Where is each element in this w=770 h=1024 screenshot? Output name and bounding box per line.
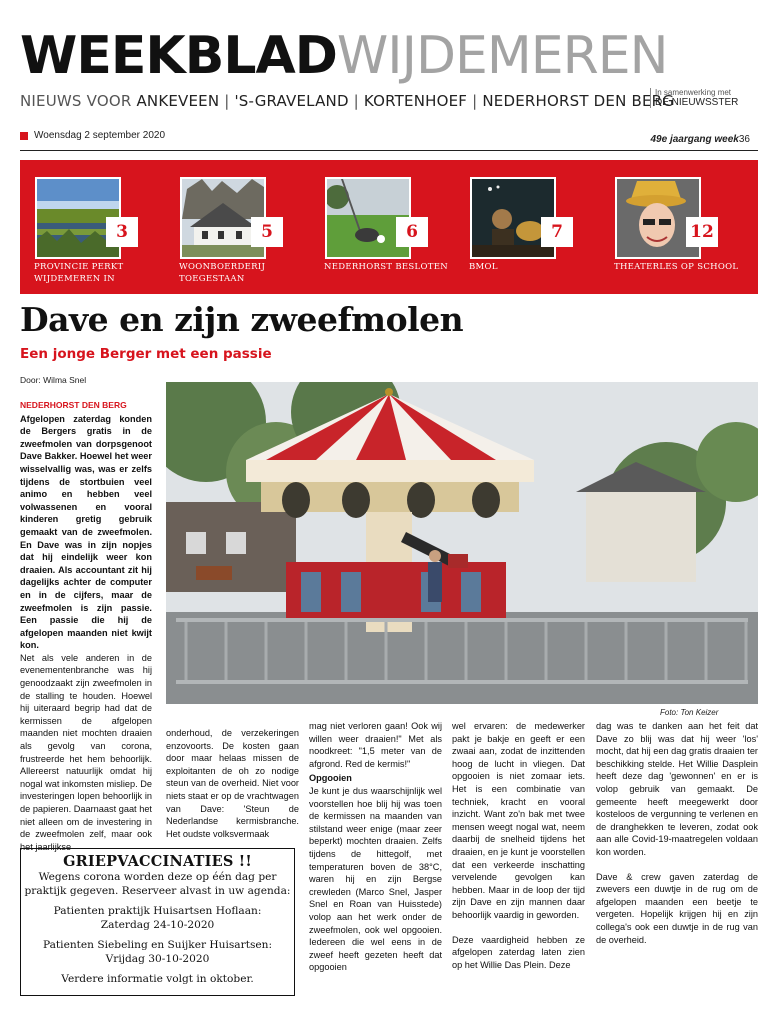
- advertisement-griepvaccinaties: [20, 848, 295, 996]
- teaser-item[interactable]: [614, 177, 744, 294]
- partner-line1: In samenwerking met: [655, 88, 732, 97]
- issue-date: [20, 130, 165, 141]
- issue-date-text: Woensdag 2 september 2020: [34, 130, 166, 141]
- article-column-5: [596, 720, 758, 946]
- article-body: dag was te danken aan het feit dat Dave zo blij was dat hij weer 'los' mocht, dat hij een dag gratis draaien ter beschikking stelde. Het Willie Dasplein heeft deze dag 'gewonnen' en er is volop gebruik van gemaakt. De gemeente heeft meegewerkt door kosteloos de vergunning te verlenen en de dranghekken te leveren, zodat ook aan alle Covid-19-maatregelen voldaan kon worden.: [596, 721, 758, 857]
- ad-group2-date: Vrijdag 30-10-2020: [105, 953, 210, 965]
- ad-footer: Verdere informatie volgt in oktober.: [61, 973, 254, 985]
- ad-intro-line1: Wegens corona worden deze op één dag per: [38, 871, 277, 883]
- ad-group1-title: Patienten praktijk Huisartsen Hoflaan:: [53, 905, 262, 917]
- red-square-icon: [20, 132, 28, 140]
- article-column-1: [20, 399, 152, 853]
- article-column-3: [309, 720, 442, 974]
- teaser-label: BMOL: [469, 262, 498, 272]
- teaser-page-number: 3: [106, 217, 138, 247]
- masthead-word-wijdemeren: WIJDEMEREN: [336, 26, 668, 86]
- article-body: Je kunt je dus waarschijnlijk wel voorstellen hoe blij hij was toen de kermissen na maanden van stilstand weer enige (maar zeer beperkt) mochten draaien. Zelfs tijdens de hittegolf, met temperaturen boven de 38°C, waren hij en zijn Bergse crewleden (Marco Snel, Jasper Snel en Roan van Huisstede) volop aan het werk onder de zweefmolen, ook wel opgooien. Iedereen die wel eens in de zweef heeft gezeten heeft dat opgooien: [309, 785, 442, 973]
- teaser-label: THEATERLES OP SCHOOL: [614, 262, 739, 272]
- article-body: Dave & crew gaven zaterdag de zwevers een duwtje in de rug om de afgelopen maanden een beetje te vergeten. Hopelijk krijgen hij en zijn collega's ook een duwtje in de rug van de overheid.: [596, 871, 758, 945]
- partner-logo: [650, 88, 738, 108]
- edition-label: 49e jaargang week: [650, 134, 739, 145]
- ad-title: GRIEPVACCINATIES !!: [63, 853, 252, 870]
- article-photo-carousel: [166, 382, 758, 704]
- ad-group2-title: Patienten Siebeling en Suijker Huisartsen:: [42, 939, 273, 951]
- teaser-item[interactable]: [469, 177, 599, 294]
- masthead-word-weekblad: WEEKBLAD: [20, 26, 337, 86]
- article-subheadline: Een jonge Berger met een passie: [20, 346, 272, 362]
- ad-intro-line2: praktijk gegeven. Reserveer alvast in uw agenda:: [24, 885, 291, 897]
- town-ankeveen: ANKEVEEN: [136, 92, 220, 110]
- article-body: mag niet verloren gaan! Ook wij willen weer draaien!" Met als noodkreet: "1,5 meter van de afgrond. Red de kermis!": [309, 721, 442, 769]
- masthead: [20, 26, 668, 86]
- teaser-item[interactable]: [324, 177, 454, 294]
- towns-line: NIEUWS VOOR ANKEVEEN | 'S-GRAVELAND | KORTENHOEF | NEDERHORST DEN BERG: [20, 92, 675, 110]
- article-headline: Dave en zijn zweefmolen: [20, 300, 464, 339]
- edition-info: [650, 134, 750, 145]
- article-lead: Afgelopen zaterdag konden de Bergers gratis in de zweefmolen van dorpsgenoot Dave Bakker. Hoewel het weer wisselvallig was, was er zelfs tijdens de stortbuien veel animo en hebben veel volwassenen en vooral kinderen gretig gebruik gemaakt van de zweefmolen. En Dave was in zijn nopjes dat hij eindelijk weer kon draaien. Als accountant zit hij dagelijks achter de computer en in de cijfers, maar de zweefmolen is zijn passie. Een passie die hij de afgelopen maanden niet kwijt kon.: [20, 413, 152, 651]
- town-kortenhoef: KORTENHOEF: [363, 92, 468, 110]
- teaser-item[interactable]: [34, 177, 164, 294]
- article-byline: Door: Wilma Snel: [20, 375, 87, 385]
- teaser-page-number: 7: [541, 217, 573, 247]
- teaser-page-number: 12: [686, 217, 718, 247]
- teaser-label: NEDERHORST BESLOTEN: [324, 262, 448, 272]
- edition-number: 36: [738, 134, 750, 145]
- teaser-label: PROVINCIE PERKT WIJDEMEREN IN: [34, 262, 124, 284]
- photo-credit: Foto: Ton Keizer: [660, 708, 719, 717]
- header-rule: [20, 150, 758, 151]
- teaser-label: WOONBOERDERIJ TOEGESTAAN: [179, 262, 266, 284]
- town-s-graveland: 'S-GRAVELAND: [234, 92, 349, 110]
- teaser-page-number: 5: [251, 217, 283, 247]
- teaser-page-number: 6: [396, 217, 428, 247]
- town-nederhorst: NEDERHORST DEN BERG: [482, 92, 675, 110]
- article-column-4: [452, 720, 585, 971]
- article-column-2: [166, 727, 299, 840]
- teaser-bar: [20, 160, 758, 294]
- article-body: onderhoud, de verzekeringen enzovoorts. De kosten gaan door maar helaas missen de exploitanten de oh zo nodige steun van de overheid. Niet voor niets staat er op de vrachtwagen van Dave: 'Steun de Nederlandse kermisbranche. Het oudste volksvermaak: [166, 728, 299, 839]
- towns-prefix: NIEUWS VOOR: [20, 92, 132, 110]
- partner-name: DE NIEUWSSTER: [655, 97, 739, 108]
- article-dateline: NEDERHORST DEN BERG: [20, 400, 127, 410]
- article-intertitle: Opgooien: [309, 773, 352, 784]
- teaser-item[interactable]: [179, 177, 309, 294]
- article-body: wel ervaren: de medewerker pakt je bakje en geeft er een zwaai aan, zodat de inzittenden hoog de lucht in vliegen. Dat opgooien is niet zomaar iets. Het is een combinatie van techniek, kracht en vooral inzicht. Want zo'n bak met twee mensen weegt nogal wat, neem daarbij de snelheid tijdens het draaien, en je kunt je voorstellen dat een verkeerde inschatting vervelende gevolgen kan hebben. Maar in de loop der tijd zijn Dave en zijn mannen daar behoorlijk vaardig in geworden.: [452, 721, 585, 920]
- ad-group1-date: Zaterdag 24-10-2020: [100, 919, 215, 931]
- article-body: Deze vaardigheid hebben ze afgelopen zaterdag laten zien op het Willie Das Plein. Deze: [452, 934, 585, 970]
- article-body: Net als vele anderen in de evenementenbranche was hij genoodzaakt zijn zweefmolen in de stalling te houden. Hoewel hij uiteraard begrip had dat de kermissen de afgelopen maanden niet mochten draaien als gevolg van corona, frustreerde het hem behoorlijk. Allereerst natuurlijk omdat hij nogal wat inkomsten misliep. De investeringen lopen behoorlijk in de papieren. Daarnaast gaat het niet alleen om de investering in de zweefmolen zelf, maar ook het jaarlijkse: [20, 652, 152, 852]
